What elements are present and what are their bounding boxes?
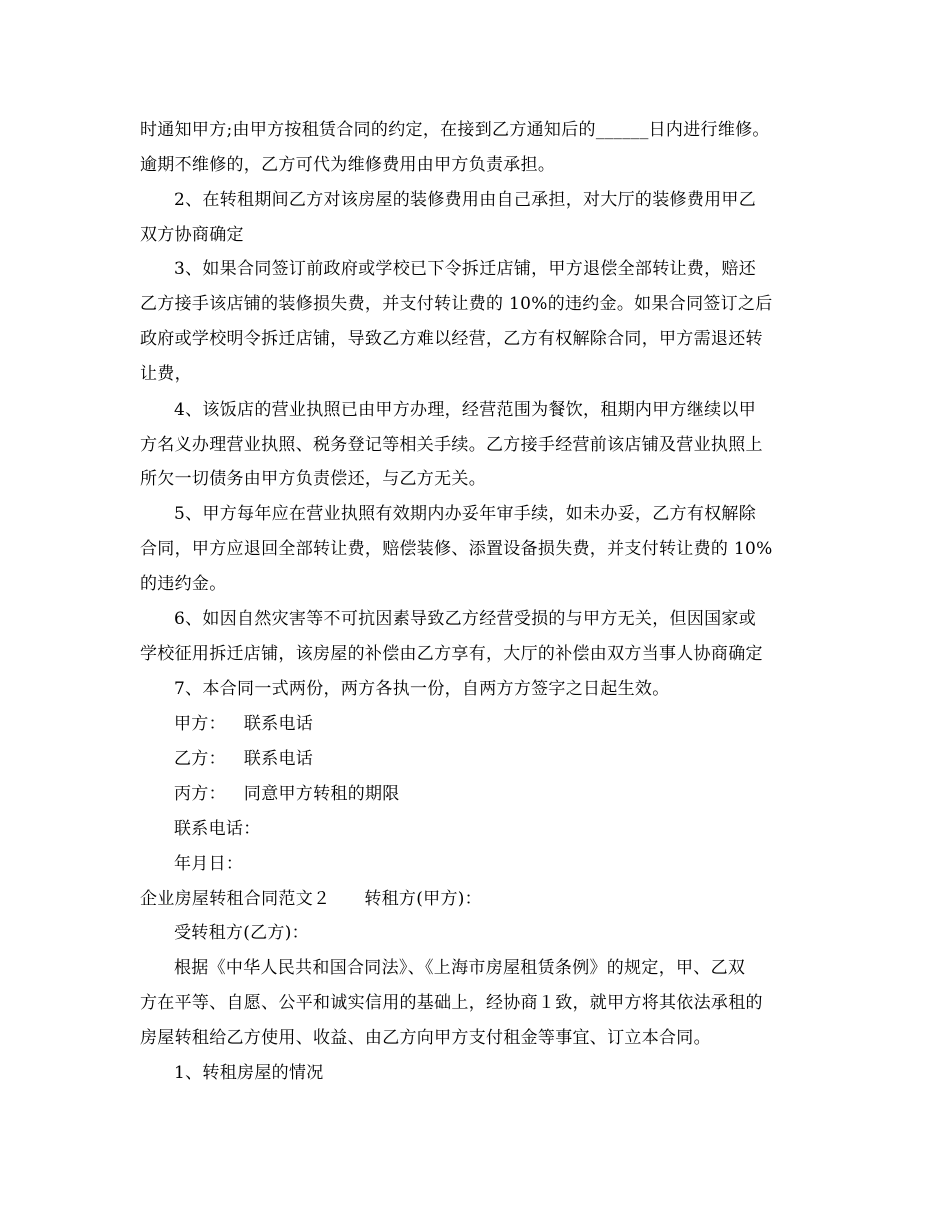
clause-5-line-2: 合同，甲方应退回全部转让费，赔偿装修、添置设备损失费，并支付转让费的 10% <box>140 539 773 559</box>
section-2-title: 企业房屋转租合同范文２ <box>140 889 331 909</box>
date-line: 年月日： <box>174 854 244 874</box>
clause-6-line-2: 学校征用拆迁店铺，该房屋的补偿由乙方享有，大厅的补偿由双方当事人协商确定 <box>140 644 763 664</box>
party-b-signature-line <box>174 747 313 771</box>
section-2-intro-line-1: 根据《中华人民共和国合同法》、《上海市房屋租赁条例》的规定，甲、乙双 <box>174 958 746 978</box>
clause-3-line-1: 3、如果合同签订前政府或学校已下令拆迁店铺，甲方退偿全部转让费，赔还 <box>174 259 757 279</box>
party-c-signature-line <box>174 782 400 806</box>
party-c-note: 同意甲方转租的期限 <box>243 784 400 804</box>
clause-3-line-3: 政府或学校明令拆迁店铺，导致乙方难以经营，乙方有权解除合同，甲方需退还转 <box>140 329 763 349</box>
party-c-label: 丙方： <box>174 784 226 804</box>
clause-4-line-2: 方名义办理营业执照、税务登记等相关手续。乙方接手经营前该店铺及营业执照上 <box>140 435 763 455</box>
party-a-label: 甲方： <box>174 714 226 734</box>
clause-5-line-3: 的违约金。 <box>140 574 227 594</box>
clause-3-line-4: 让费， <box>140 364 192 384</box>
party-b-label: 乙方： <box>174 749 226 769</box>
section-2-intro-line-3: 房屋转租给乙方使用、收益、由乙方向甲方支付租金等事宜、订立本合同。 <box>140 1028 711 1048</box>
clause-6-line-1: 6、如因自然灾害等不可抗因素导致乙方经营受损的与甲方无关，但因国家或 <box>174 609 757 629</box>
section-2-lessee: 受转租方(乙方)： <box>174 923 309 943</box>
text-line-1: 时通知甲方;由甲方按租赁合同的约定，在接到乙方通知后的______日内进行维修。 <box>140 120 770 140</box>
clause-2-line-2: 双方协商确定 <box>140 225 244 245</box>
party-a-signature-line <box>174 712 313 736</box>
clause-4-line-3: 所欠一切债务由甲方负责偿还，与乙方无关。 <box>140 469 486 489</box>
party-b-contact: 联系电话 <box>243 749 314 769</box>
clause-4-line-1: 4、该饭店的营业执照已由甲方办理，经营范围为餐饮，租期内甲方继续以甲 <box>174 400 757 420</box>
clause-5-line-1: 5、甲方每年应在营业执照有效期内办妥年审手续，如未办妥，乙方有权解除 <box>174 504 757 524</box>
section-2-heading-line <box>140 887 482 911</box>
text-line-2: 逾期不维修的，乙方可代为维修费用由甲方负责承担。 <box>140 155 556 175</box>
clause-2-line-1: 2、在转租期间乙方对该房屋的装修费用由自己承担，对大厅的装修费用甲乙 <box>174 190 757 210</box>
section-2-item-1: 1、转租房屋的情况 <box>174 1063 324 1083</box>
party-a-contact: 联系电话 <box>243 714 314 734</box>
section-2-lessor: 转租方(甲方)： <box>364 889 482 909</box>
contact-phone-line: 联系电话： <box>174 819 261 839</box>
clause-7-line-1: 7、本合同一式两份，两方各执一份，自两方方签字之日起生效。 <box>174 679 670 699</box>
section-2-intro-line-2: 方在平等、自愿、公平和诚实信用的基础上，经协商１致，就甲方将其依法承租的 <box>140 993 763 1013</box>
clause-3-line-2: 乙方接手该店铺的装修损失费，并支付转让费的 10%的违约金。如果合同签订之后 <box>140 294 773 314</box>
